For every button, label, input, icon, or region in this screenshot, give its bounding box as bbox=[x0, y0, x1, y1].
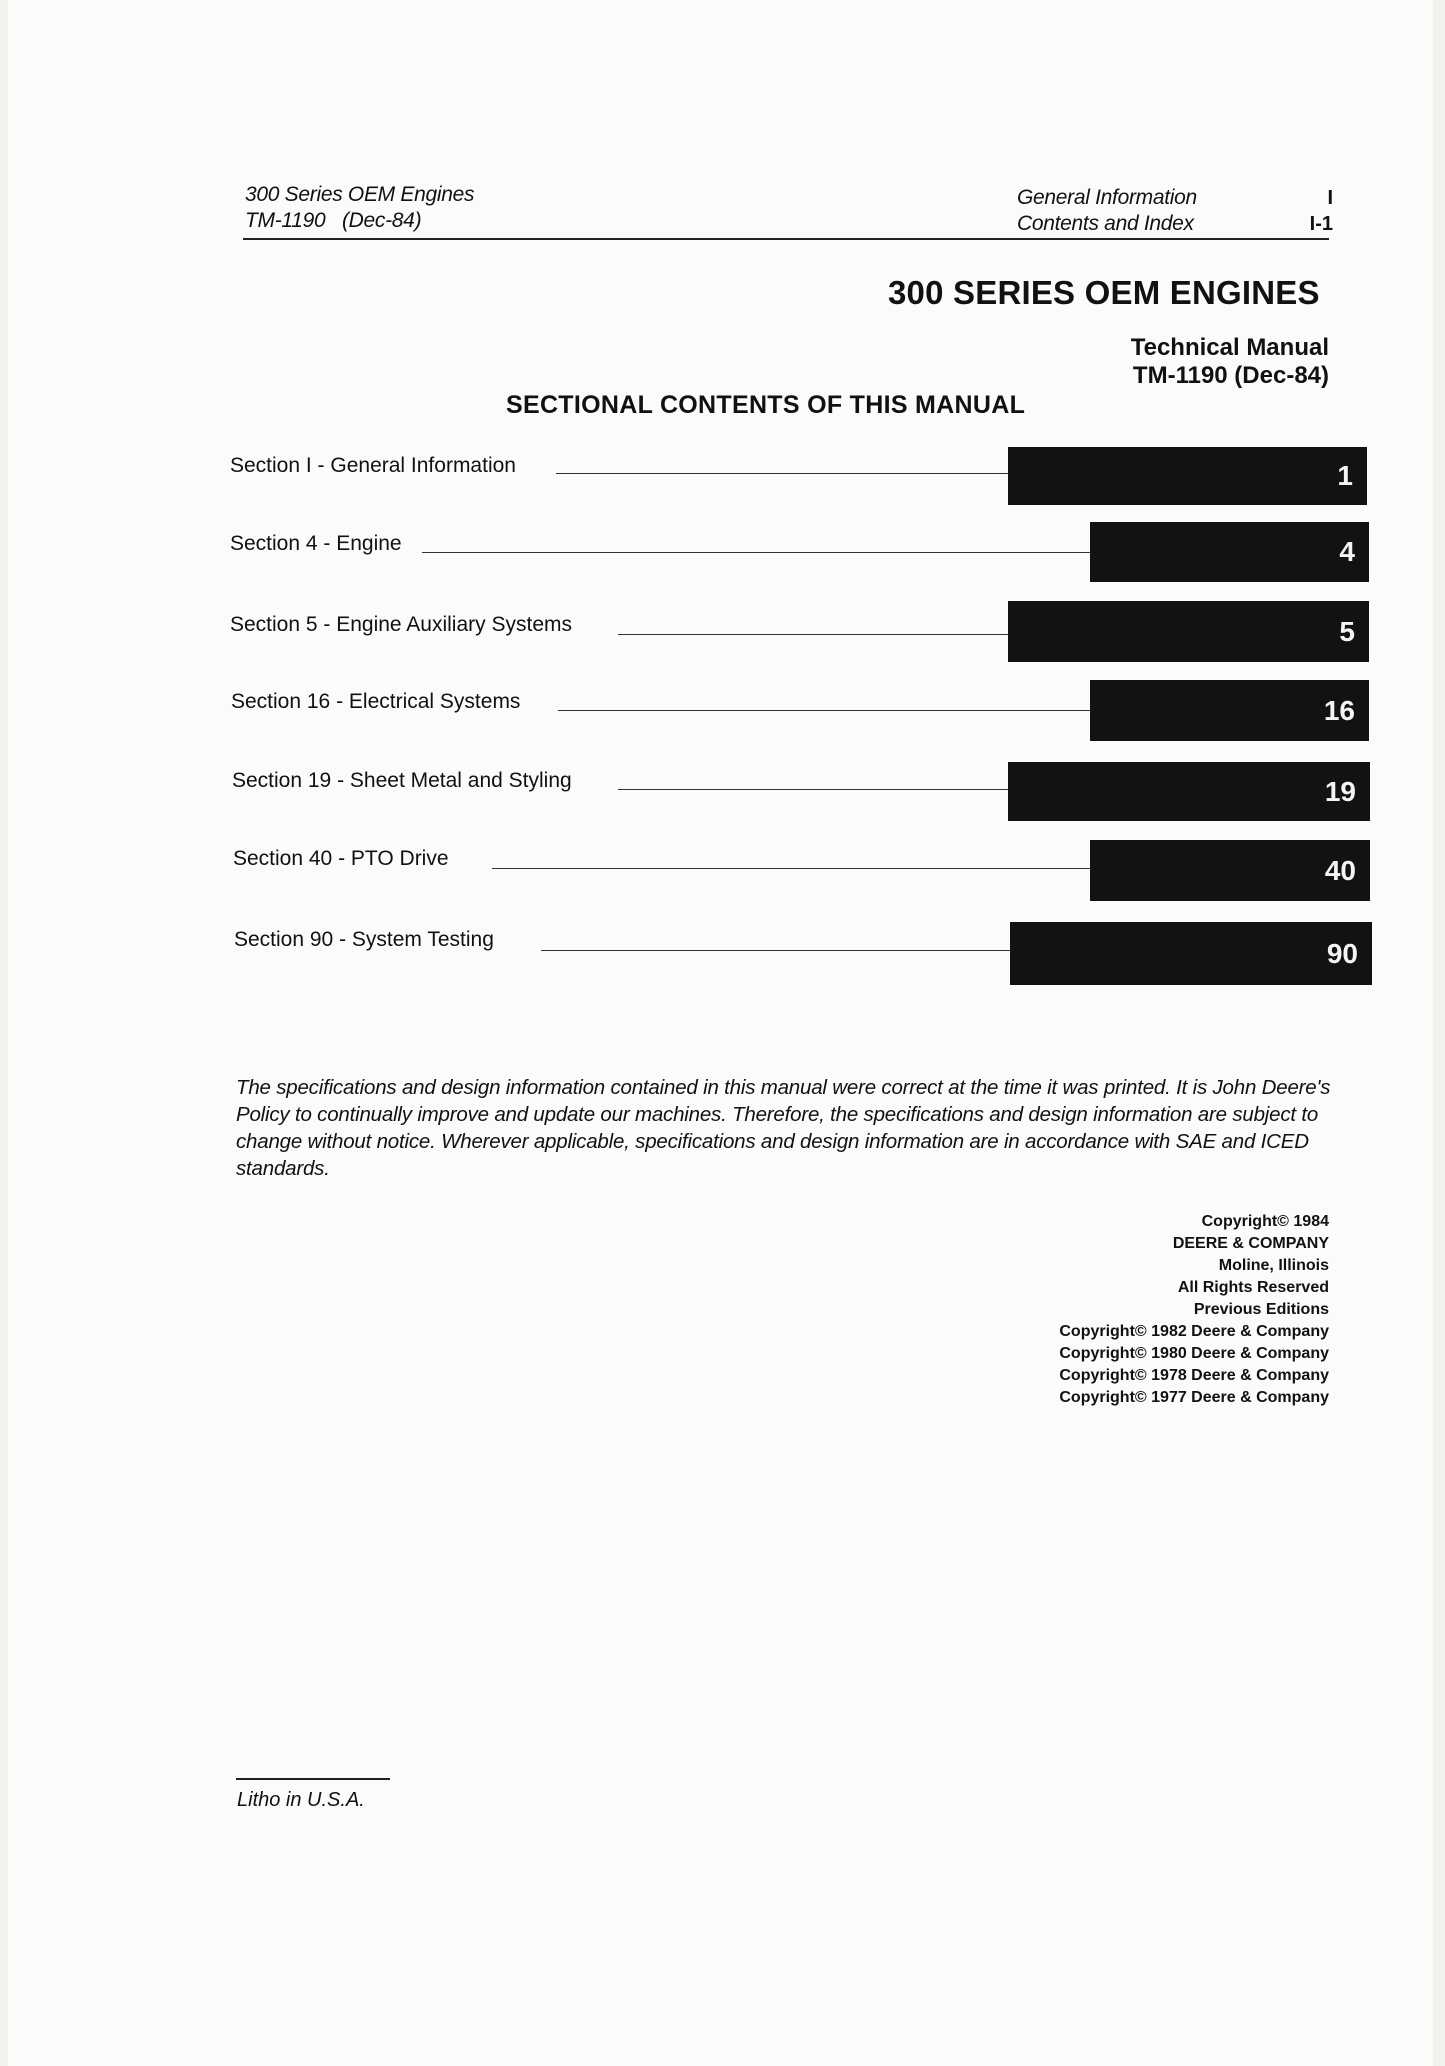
page-title: 300 SERIES OEM ENGINES bbox=[888, 274, 1320, 311]
leader-line bbox=[618, 634, 1016, 635]
leader-line bbox=[556, 473, 1016, 474]
header-manual-name: 300 Series OEM Engines bbox=[245, 183, 475, 206]
copyright-block bbox=[1059, 1211, 1329, 1409]
manual-page bbox=[8, 0, 1433, 2066]
section-row-1[interactable] bbox=[8, 447, 1433, 507]
section-label: Section 16 - Electrical Systems bbox=[231, 690, 521, 713]
header-section-name: General Information bbox=[1017, 186, 1197, 209]
section-row-16[interactable] bbox=[8, 680, 1433, 740]
print-origin: Litho in U.S.A. bbox=[237, 1789, 365, 1811]
litho-rule bbox=[236, 1778, 390, 1780]
header-rule bbox=[243, 238, 1329, 240]
copyright-line: Copyright© 1984 bbox=[1201, 1213, 1329, 1230]
copyright-line: Moline, Illinois bbox=[1218, 1257, 1329, 1274]
header-section-code: I bbox=[1327, 187, 1333, 209]
section-tab[interactable]: 16 bbox=[1090, 680, 1369, 741]
section-tab[interactable]: 90 bbox=[1010, 922, 1372, 985]
manual-identity bbox=[1131, 334, 1329, 390]
section-tab[interactable]: 40 bbox=[1090, 840, 1370, 901]
header-page-code bbox=[1293, 185, 1333, 237]
section-label: Section 4 - Engine bbox=[230, 532, 402, 555]
copyright-line: Previous Editions bbox=[1193, 1301, 1329, 1318]
header-page-topic: Contents and Index bbox=[1017, 212, 1194, 235]
leader-line bbox=[541, 950, 1018, 951]
section-label: Section 90 - System Testing bbox=[234, 928, 494, 951]
section-tab[interactable]: 5 bbox=[1008, 601, 1369, 662]
copyright-line: Copyright© 1978 Deere & Company bbox=[1059, 1367, 1329, 1384]
contents-heading: SECTIONAL CONTENTS OF THIS MANUAL bbox=[506, 391, 1026, 419]
section-label: Section 40 - PTO Drive bbox=[233, 847, 449, 870]
section-tab[interactable]: 1 bbox=[1008, 447, 1367, 505]
copyright-line: All Rights Reserved bbox=[1177, 1279, 1329, 1296]
section-tab[interactable]: 19 bbox=[1008, 762, 1370, 821]
leader-line bbox=[422, 552, 1098, 553]
section-row-4[interactable] bbox=[8, 522, 1433, 582]
manual-id: TM-1190 (Dec-84) bbox=[1132, 362, 1329, 389]
header-left bbox=[245, 182, 474, 234]
section-row-90[interactable] bbox=[8, 922, 1433, 982]
section-label: Section 19 - Sheet Metal and Styling bbox=[232, 769, 572, 792]
section-row-40[interactable] bbox=[8, 840, 1433, 900]
section-row-19[interactable] bbox=[8, 762, 1433, 822]
copyright-line: DEERE & COMPANY bbox=[1172, 1235, 1329, 1252]
header-right bbox=[1017, 185, 1197, 237]
leader-line bbox=[618, 789, 1016, 790]
section-label: Section I - General Information bbox=[230, 454, 516, 477]
header-page-number: I-1 bbox=[1309, 213, 1333, 235]
copyright-line: Copyright© 1980 Deere & Company bbox=[1059, 1345, 1329, 1362]
section-label: Section 5 - Engine Auxiliary Systems bbox=[230, 613, 572, 636]
copyright-line: Copyright© 1977 Deere & Company bbox=[1059, 1389, 1329, 1406]
copyright-line: Copyright© 1982 Deere & Company bbox=[1059, 1323, 1329, 1340]
leader-line bbox=[492, 868, 1098, 869]
header-manual-id: TM-1190 (Dec-84) bbox=[245, 209, 422, 232]
section-tab[interactable]: 4 bbox=[1090, 522, 1369, 582]
specifications-notice: The specifications and design information contained in this manual were correct at the time it was printed. It is John Deere's Policy to continually improve and update our machines. Therefore, the specifications and design information are subject to change without notice. Wherever applicable, specifications and design information are in accordance with SAE and ICED standards. bbox=[236, 1075, 1331, 1180]
section-row-5[interactable] bbox=[8, 601, 1433, 661]
manual-type: Technical Manual bbox=[1130, 334, 1329, 361]
leader-line bbox=[558, 710, 1098, 711]
